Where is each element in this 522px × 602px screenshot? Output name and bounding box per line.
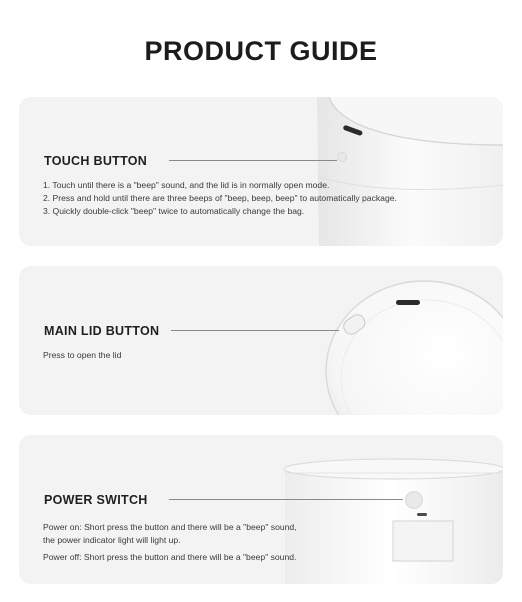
bin-lid-top-illustration bbox=[309, 97, 503, 246]
page-title: PRODUCT GUIDE bbox=[144, 36, 378, 66]
power-switch-line-1: Power on: Short press the button and there will be a "beep" sound, bbox=[43, 522, 297, 532]
main-lid-button-leader-line bbox=[171, 330, 339, 331]
power-switch-line-2: the power indicator light will light up. bbox=[43, 535, 181, 545]
main-lid-illustration bbox=[309, 266, 503, 415]
main-lid-button-line-1: Press to open the lid bbox=[43, 350, 122, 360]
power-switch-button bbox=[405, 491, 423, 509]
power-switch-title: POWER SWITCH bbox=[44, 493, 148, 507]
touch-button-description bbox=[43, 179, 397, 218]
power-switch-leader-line bbox=[169, 499, 403, 500]
main-lid-button-title: MAIN LID BUTTON bbox=[44, 324, 160, 338]
touch-button-line-2: 2. Press and hold until there are three beeps of "beep, beep, beep" to automatically package. bbox=[43, 193, 397, 203]
touch-button-card bbox=[19, 97, 503, 246]
power-switch-line-3: Power off: Short press the button and there will be a "beep" sound. bbox=[43, 552, 297, 562]
power-switch-card bbox=[19, 435, 503, 584]
touch-button-title: TOUCH BUTTON bbox=[44, 154, 148, 168]
power-switch-description bbox=[43, 521, 297, 564]
touch-button-line-3: 3. Quickly double-click "beep" twice to automatically change the bag. bbox=[43, 206, 305, 216]
touch-button-line-1: 1. Touch until there is a "beep" sound, and the lid is in normally open mode. bbox=[43, 180, 330, 190]
touch-button-leader-line bbox=[169, 160, 337, 161]
touch-button-dot bbox=[337, 152, 347, 162]
main-lid-button-card bbox=[19, 266, 503, 415]
main-lid-button-description bbox=[43, 349, 121, 362]
